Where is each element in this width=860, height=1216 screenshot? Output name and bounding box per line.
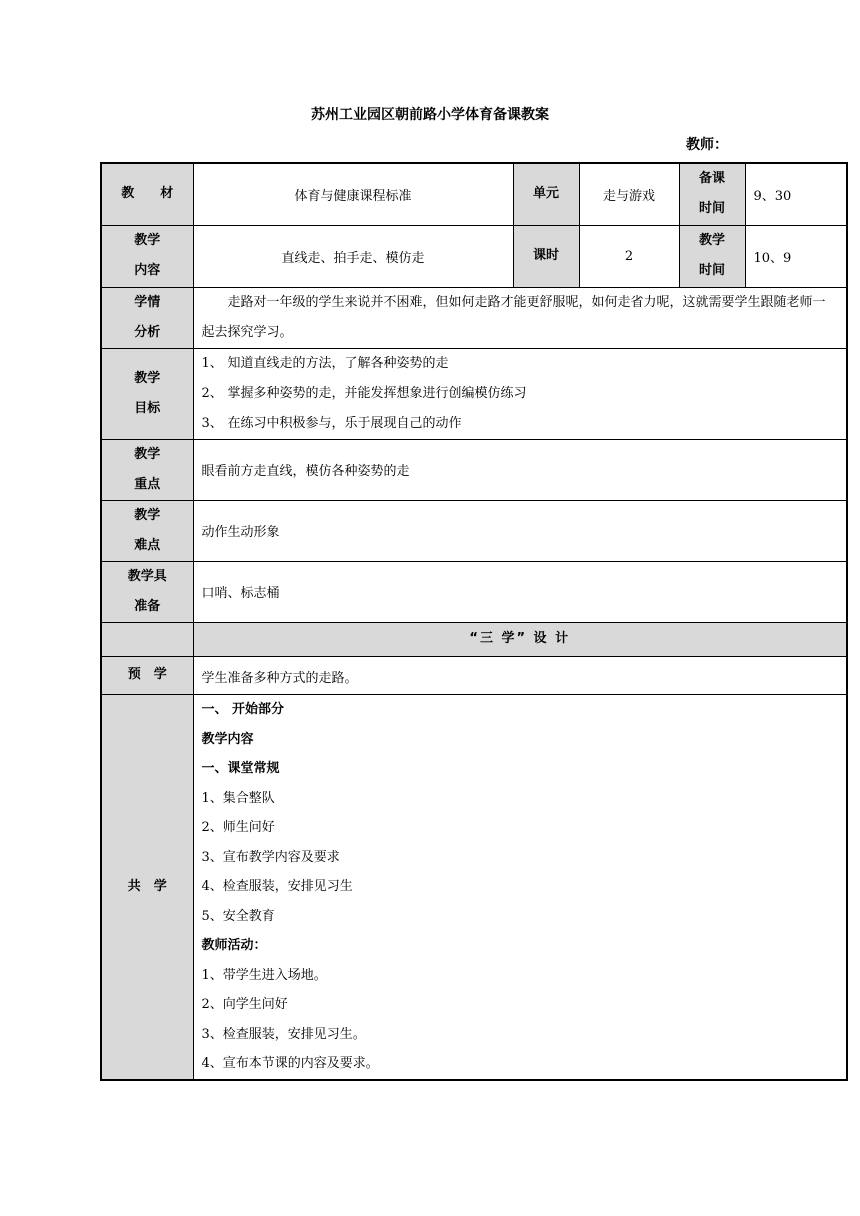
key-points-label xyxy=(101,439,193,500)
preview-label: 预 学 xyxy=(101,656,193,694)
row-preview xyxy=(101,656,847,694)
equipment-text: 口哨、标志桶 xyxy=(193,561,847,622)
row-difficulties xyxy=(101,500,847,561)
colearn-content xyxy=(193,694,847,1080)
material-value: 体育与健康课程标准 xyxy=(193,163,513,225)
prep-time-label-line1: 备课 xyxy=(698,171,725,187)
goal-item: 3、 在练习中积极参与，乐于展现自己的动作 xyxy=(201,415,462,431)
content-label xyxy=(101,225,193,287)
row-material xyxy=(101,163,847,225)
content-label-line1: 教学 xyxy=(134,233,161,248)
design-title: “三 学” 设 计 xyxy=(193,622,847,656)
goals-label-line1: 教学 xyxy=(134,370,161,386)
colearn-line: 2、师生问好 xyxy=(201,820,275,835)
equipment-label-line1: 教学具 xyxy=(127,568,167,584)
row-design-header xyxy=(101,622,847,656)
colearn-line: 3、宣布教学内容及要求 xyxy=(201,849,340,865)
analysis-text xyxy=(193,287,847,348)
key-points-label-line2: 重点 xyxy=(134,476,161,492)
material-label: 教 材 xyxy=(101,163,193,225)
analysis-label-line2: 分析 xyxy=(134,324,161,340)
colearn-label: 共 学 xyxy=(101,694,193,1080)
colearn-line: 教师活动： xyxy=(201,938,267,953)
unit-label: 单元 xyxy=(513,163,579,225)
goals-list xyxy=(193,348,847,439)
colearn-line: 1、带学生进入场地。 xyxy=(201,967,327,983)
colearn-line: 4、检查服装，安排见习生 xyxy=(201,879,353,894)
colearn-line: 4、宣布本节课的内容及要求。 xyxy=(201,1056,379,1071)
equipment-label xyxy=(101,561,193,622)
colearn-line: 1、集合整队 xyxy=(201,790,275,806)
colearn-line: 2、向学生问好 xyxy=(201,997,288,1012)
document-title: 苏州工业园区朝前路小学体育备课教案 xyxy=(311,107,549,123)
prep-time-value: 9、30 xyxy=(745,163,847,225)
colearn-line: 一、 开始部分 xyxy=(201,702,285,717)
difficulties-label-line1: 教学 xyxy=(134,507,161,523)
unit-value: 走与游戏 xyxy=(579,163,679,225)
analysis-label-line1: 学情 xyxy=(134,294,161,310)
goal-item: 1、 知道直线走的方法，了解各种姿势的走 xyxy=(201,355,449,371)
prep-time-label-line2: 时间 xyxy=(698,201,725,217)
analysis-label xyxy=(101,287,193,348)
difficulties-label xyxy=(101,500,193,561)
row-key-points xyxy=(101,439,847,500)
prep-time-label xyxy=(679,163,745,225)
row-analysis xyxy=(101,287,847,348)
difficulties-text: 动作生动形象 xyxy=(193,500,847,561)
colearn-line: 教学内容 xyxy=(201,731,254,747)
teach-time-label-line1: 教学 xyxy=(698,233,725,248)
teach-time-value: 10、9 xyxy=(745,225,847,287)
content-value: 直线走、拍手走、模仿走 xyxy=(193,225,513,287)
colearn-line: 3、检查服装，安排见习生。 xyxy=(201,1026,366,1042)
teach-time-label xyxy=(679,225,745,287)
teach-time-label-line2: 时间 xyxy=(698,263,725,278)
preview-text: 学生准备多种方式的走路。 xyxy=(193,656,847,694)
equipment-label-line2: 准备 xyxy=(134,598,161,614)
colearn-line: 一、课堂常规 xyxy=(201,761,280,776)
content-label-line2: 内容 xyxy=(134,263,161,278)
colearn-line: 5、安全教育 xyxy=(201,908,275,924)
design-header-blank xyxy=(101,622,193,656)
row-equipment xyxy=(101,561,847,622)
key-points-label-line1: 教学 xyxy=(134,446,161,462)
goals-label xyxy=(101,348,193,439)
teacher-label: 教师： xyxy=(686,137,728,153)
row-colearn xyxy=(101,694,847,1080)
row-content xyxy=(101,225,847,287)
key-points-text: 眼看前方走直线，模仿各种姿势的走 xyxy=(193,439,847,500)
row-goals xyxy=(101,348,847,439)
goals-label-line2: 目标 xyxy=(134,400,161,416)
difficulties-label-line2: 难点 xyxy=(134,537,161,553)
analysis-paragraph: 走路对一年级的学生来说并不困难，但如何走路才能更舒服呢，如何走省力呢，这就需要学生跟随老师一起去探究学习。 xyxy=(201,294,826,340)
period-value: 2 xyxy=(579,225,679,287)
lesson-plan-table xyxy=(100,162,848,1081)
goal-item: 2、 掌握多种姿势的走，并能发挥想象进行创编模仿练习 xyxy=(201,385,527,401)
period-label: 课时 xyxy=(513,225,579,287)
